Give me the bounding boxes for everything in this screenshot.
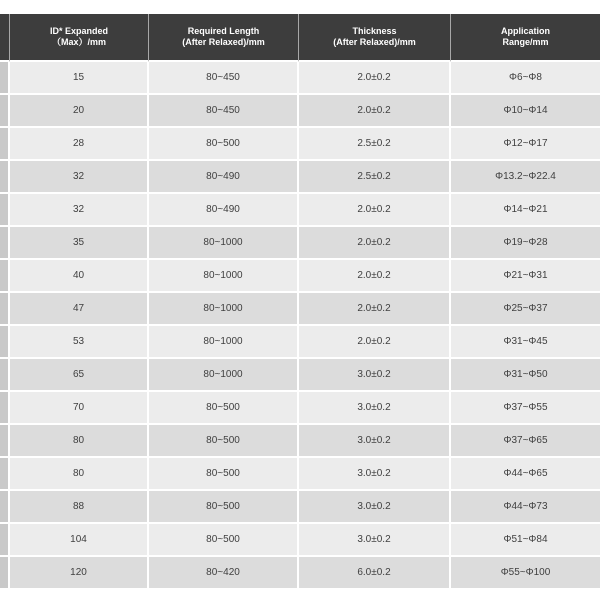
row-edge-cell (0, 260, 10, 293)
application-range-cell: Φ6~Φ8 (451, 62, 600, 95)
required-length-cell: 80~420 (149, 557, 299, 590)
id-expanded-cell: 40 (10, 260, 149, 293)
table-row (0, 524, 600, 557)
application-range-cell: Φ51~Φ84 (451, 524, 600, 557)
header-cell-edge (0, 14, 10, 62)
table-row (0, 95, 600, 128)
table-header (0, 14, 600, 62)
table-row (0, 194, 600, 227)
header-application-range-line2: Range/mm (502, 37, 549, 47)
table-row (0, 227, 600, 260)
header-row (0, 14, 600, 62)
id-expanded-cell: 104 (10, 524, 149, 557)
row-edge-cell (0, 161, 10, 194)
table-body (0, 62, 600, 590)
application-range-cell: Φ19~Φ28 (451, 227, 600, 260)
required-length-cell: 80~500 (149, 491, 299, 524)
application-range-cell: Φ44~Φ65 (451, 458, 600, 491)
id-expanded-cell: 80 (10, 458, 149, 491)
id-expanded-cell: 53 (10, 326, 149, 359)
required-length-cell: 80~1000 (149, 260, 299, 293)
thickness-cell: 2.0±0.2 (299, 95, 451, 128)
row-edge-cell (0, 62, 10, 95)
thickness-cell: 2.0±0.2 (299, 326, 451, 359)
application-range-cell: Φ44~Φ73 (451, 491, 600, 524)
table-row (0, 293, 600, 326)
required-length-cell: 80~450 (149, 62, 299, 95)
row-edge-cell (0, 491, 10, 524)
header-application-range (451, 14, 600, 62)
thickness-cell: 3.0±0.2 (299, 491, 451, 524)
header-id-expanded-line2: （Max）/mm (51, 37, 106, 47)
header-required-length-line1: Required Length (187, 26, 260, 36)
required-length-cell: 80~1000 (149, 326, 299, 359)
row-edge-cell (0, 128, 10, 161)
row-edge-cell (0, 557, 10, 590)
thickness-cell: 3.0±0.2 (299, 458, 451, 491)
application-range-cell: Φ21~Φ31 (451, 260, 600, 293)
header-required-length (149, 14, 299, 62)
header-id-expanded-line1: ID* Expanded (49, 26, 108, 36)
table-row (0, 62, 600, 95)
row-edge-cell (0, 326, 10, 359)
thickness-cell: 3.0±0.2 (299, 425, 451, 458)
thickness-cell: 2.0±0.2 (299, 293, 451, 326)
row-edge-cell (0, 194, 10, 227)
required-length-cell: 80~500 (149, 128, 299, 161)
row-edge-cell (0, 227, 10, 260)
required-length-cell: 80~1000 (149, 359, 299, 392)
id-expanded-cell: 35 (10, 227, 149, 260)
table-row (0, 260, 600, 293)
header-id-expanded (10, 14, 149, 62)
table-row (0, 458, 600, 491)
id-expanded-cell: 65 (10, 359, 149, 392)
header-application-range-line1: Application (501, 26, 550, 36)
row-edge-cell (0, 458, 10, 491)
application-range-cell: Φ37~Φ55 (451, 392, 600, 425)
required-length-cell: 80~490 (149, 194, 299, 227)
thickness-cell: 2.0±0.2 (299, 62, 451, 95)
required-length-cell: 80~500 (149, 392, 299, 425)
id-expanded-cell: 70 (10, 392, 149, 425)
id-expanded-cell: 88 (10, 491, 149, 524)
application-range-cell: Φ55~Φ100 (451, 557, 600, 590)
thickness-cell: 2.5±0.2 (299, 161, 451, 194)
table-row (0, 326, 600, 359)
thickness-cell: 2.5±0.2 (299, 128, 451, 161)
table-row (0, 557, 600, 590)
row-edge-cell (0, 425, 10, 458)
id-expanded-cell: 32 (10, 161, 149, 194)
header-thickness (299, 14, 451, 62)
thickness-cell: 3.0±0.2 (299, 359, 451, 392)
application-range-cell: Φ14~Φ21 (451, 194, 600, 227)
thickness-cell: 2.0±0.2 (299, 227, 451, 260)
thickness-cell: 2.0±0.2 (299, 194, 451, 227)
required-length-cell: 80~500 (149, 425, 299, 458)
id-expanded-cell: 28 (10, 128, 149, 161)
required-length-cell: 80~500 (149, 524, 299, 557)
thickness-cell: 3.0±0.2 (299, 524, 451, 557)
id-expanded-cell: 120 (10, 557, 149, 590)
thickness-cell: 6.0±0.2 (299, 557, 451, 590)
application-range-cell: Φ31~Φ45 (451, 326, 600, 359)
table-row (0, 359, 600, 392)
table-row (0, 491, 600, 524)
application-range-cell: Φ13.2~Φ22.4 (451, 161, 600, 194)
row-edge-cell (0, 95, 10, 128)
row-edge-cell (0, 392, 10, 425)
required-length-cell: 80~1000 (149, 293, 299, 326)
spec-table (0, 14, 600, 590)
application-range-cell: Φ31~Φ50 (451, 359, 600, 392)
application-range-cell: Φ10~Φ14 (451, 95, 600, 128)
required-length-cell: 80~1000 (149, 227, 299, 260)
application-range-cell: Φ12~Φ17 (451, 128, 600, 161)
id-expanded-cell: 15 (10, 62, 149, 95)
application-range-cell: Φ25~Φ37 (451, 293, 600, 326)
row-edge-cell (0, 524, 10, 557)
header-thickness-line2: (After Relaxed)/mm (333, 37, 416, 47)
required-length-cell: 80~500 (149, 458, 299, 491)
header-required-length-line2: (After Relaxed)/mm (182, 37, 265, 47)
thickness-cell: 3.0±0.2 (299, 392, 451, 425)
application-range-cell: Φ37~Φ65 (451, 425, 600, 458)
table-row (0, 392, 600, 425)
thickness-cell: 2.0±0.2 (299, 260, 451, 293)
table-row (0, 161, 600, 194)
id-expanded-cell: 32 (10, 194, 149, 227)
table-row (0, 128, 600, 161)
row-edge-cell (0, 359, 10, 392)
table-row (0, 425, 600, 458)
required-length-cell: 80~450 (149, 95, 299, 128)
id-expanded-cell: 80 (10, 425, 149, 458)
header-thickness-line1: Thickness (352, 26, 397, 36)
row-edge-cell (0, 293, 10, 326)
id-expanded-cell: 20 (10, 95, 149, 128)
required-length-cell: 80~490 (149, 161, 299, 194)
id-expanded-cell: 47 (10, 293, 149, 326)
